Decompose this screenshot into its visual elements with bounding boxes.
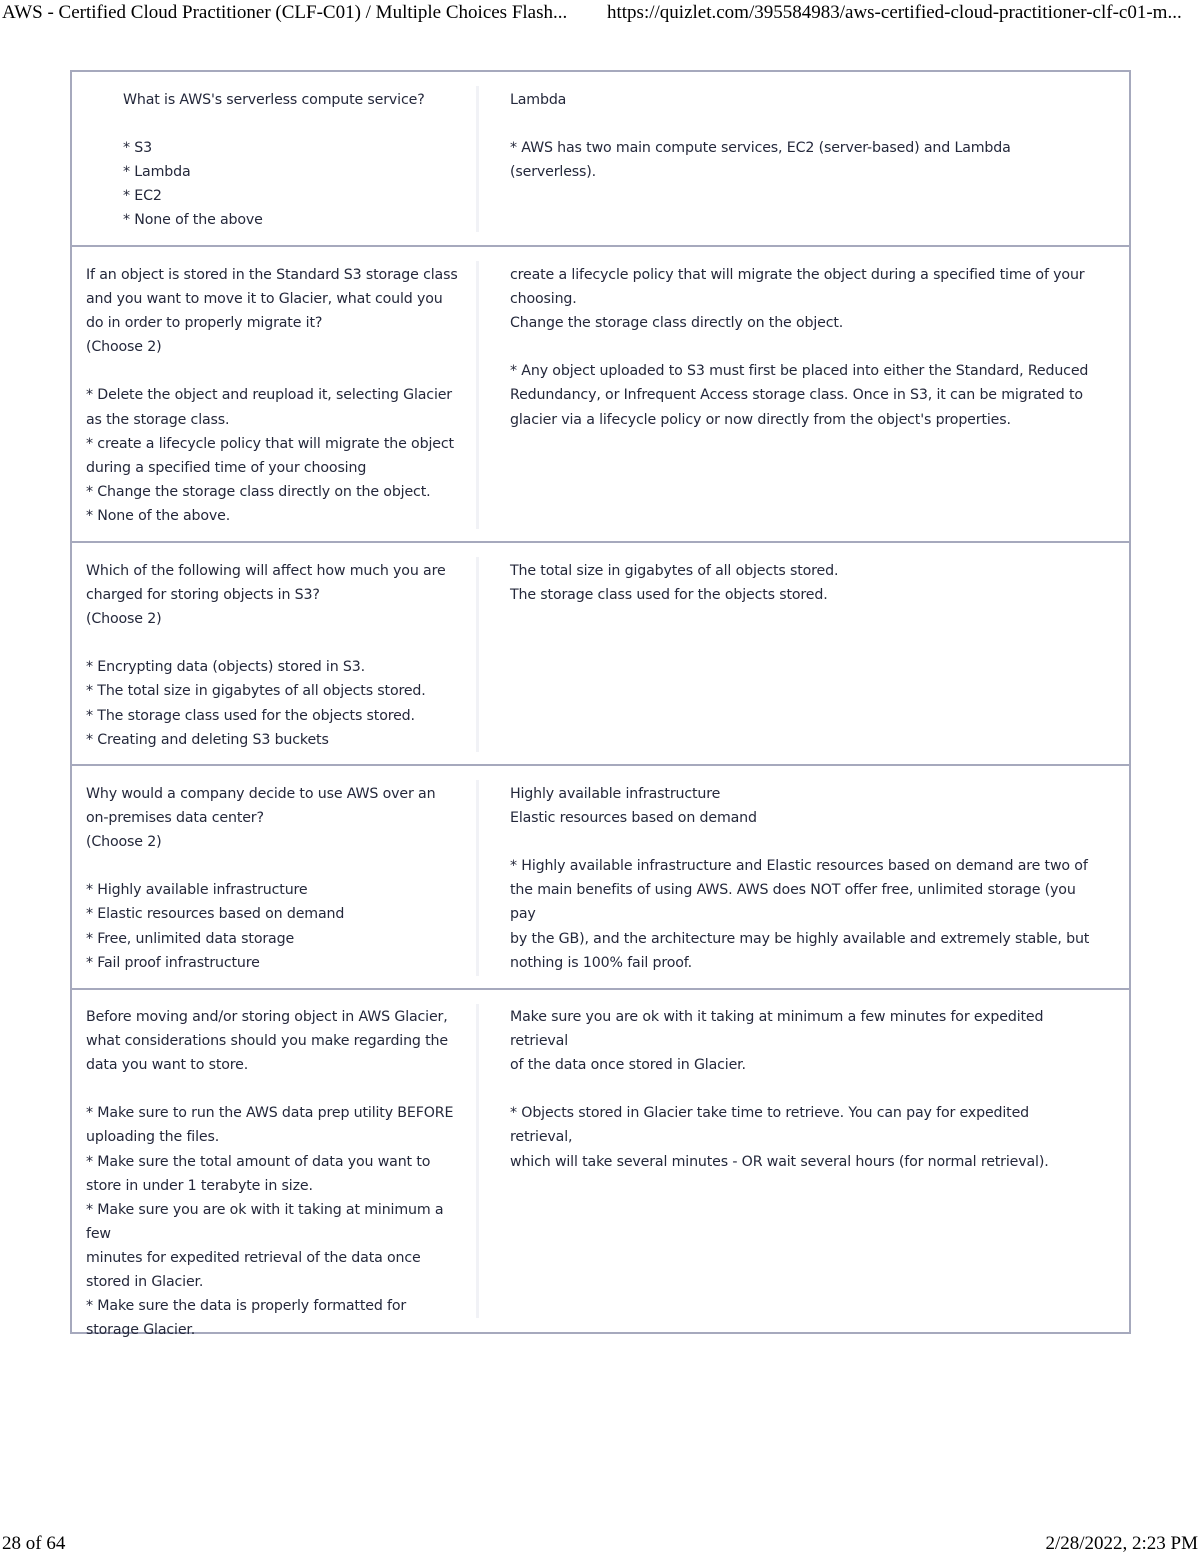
term-cell	[72, 247, 482, 541]
term-text: Before moving and/or storing object in AWS Glacier, what considerations should you make regarding the data you want to store. * Make sure to run the AWS data prep utility BEFORE uploading the files. * Make sure the total amount of data you want to store in under 1 terabyte in size. * Make sure you are ok with it taking at minimum a few minutes for expedited retrieval of the data once stored in Glacier. * Make sure the data is properly formatted for storage Glacier.	[86, 1009, 454, 1339]
definition-cell	[482, 247, 1129, 541]
print-footer	[0, 1531, 1200, 1553]
definition-text: Lambda * AWS has two main compute services, EC2 (server-based) and Lambda (serverless).	[510, 92, 1011, 181]
definition-cell	[482, 543, 1129, 764]
definition-text: Highly available infrastructure Elastic resources based on demand * Highly available infrastructure and Elastic resources based on demand are two of the main benefits of using AWS. AWS does NOT offer free, unlimited storage (you pay by the GB), and the architecture may be highly available and extremely stable, but nothing is 100% fail proof.	[510, 786, 1090, 971]
flashcard-row	[72, 990, 1129, 1339]
term-cell	[72, 72, 482, 245]
flashcard-row	[72, 543, 1129, 766]
definition-cell	[482, 766, 1129, 988]
term-text: What is AWS's serverless compute service? * S3 * Lambda * EC2 * None of the above	[123, 92, 425, 229]
definition-text: Make sure you are ok with it taking at minimum a few minutes for expedited retrieval of the data once stored in Glacier. * Objects stored in Glacier take time to retrieve. You can pay for expedited retrieval, which will take several minutes - OR wait several hours (for normal retrieval).	[510, 1009, 1049, 1170]
term-text: Why would a company decide to use AWS over an on-premises data center? (Choose 2) * Highly available infrastructure * Elastic resources based on demand * Free, unlimited data storage * Fail proof infrastructure	[86, 786, 436, 971]
term-text: If an object is stored in the Standard S3 storage class and you want to move it to Glacier, what could you do in order to properly migrate it? (Choose 2) * Delete the object and reupload it, selecting Glacier as the storage class. * create a lifecycle policy that will migrate the object during a specified time of your choosing * Change the storage class directly on the object. * None of the above.	[86, 267, 458, 524]
document-title: AWS - Certified Cloud Practitioner (CLF-C01) / Multiple Choices Flash...	[2, 2, 568, 23]
flashcard-table	[70, 70, 1131, 1339]
print-date: 2/28/2022, 2:23 PM	[1045, 1533, 1198, 1554]
document-url: https://quizlet.com/395584983/aws-certified-cloud-practitioner-clf-c01-m...	[607, 2, 1182, 23]
print-header	[0, 0, 1200, 26]
term-cell	[72, 543, 482, 764]
term-cell	[72, 766, 482, 988]
definition-text: create a lifecycle policy that will migrate the object during a specified time of your choosing. Change the storage class directly on the object. * Any object uploaded to S3 must first be placed into either the Standard, Reduced Redundancy, or Infrequent Access storage class. Once in S3, it can be migrated to glacier via a lifecycle policy or now directly from the object's properties.	[510, 267, 1089, 428]
term-cell	[72, 990, 482, 1339]
flashcard-row	[72, 72, 1129, 247]
definition-cell	[482, 72, 1129, 245]
term-text: Which of the following will affect how much you are charged for storing objects in S3? (Choose 2) * Encrypting data (objects) stored in S3. * The total size in gigabytes of all objects stored. * The storage class used for the objects stored. * Creating and deleting S3 buckets	[86, 563, 446, 748]
page-number: 28 of 64	[2, 1533, 66, 1554]
definition-text: The total size in gigabytes of all objects stored. The storage class used for the objects stored.	[510, 563, 839, 604]
flashcard-row	[72, 247, 1129, 543]
flashcard-row	[72, 766, 1129, 990]
definition-cell	[482, 990, 1129, 1332]
